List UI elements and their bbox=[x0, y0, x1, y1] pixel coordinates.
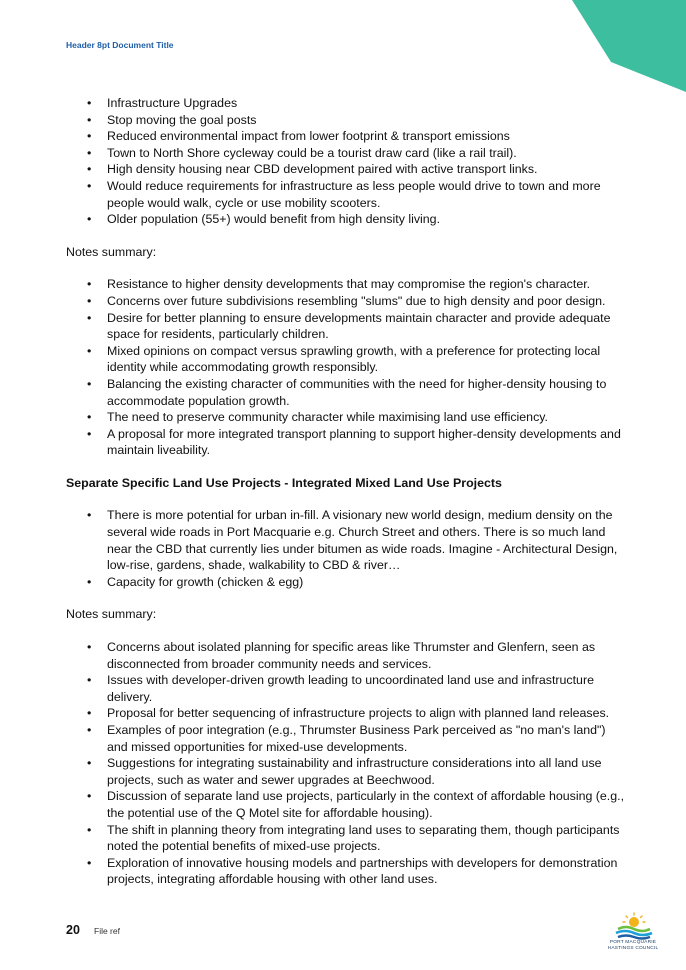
notes-summary-label: Notes summary: bbox=[66, 607, 157, 622]
list-item: • The shift in planning theory from integrating land uses to separating them, though participants noted the potential benefits of mixed-use projects. bbox=[66, 822, 626, 855]
notes-summary-label: Notes summary: bbox=[66, 244, 157, 259]
list-item: • There is more potential for urban in-fill. A visionary new world design, medium density on the several wide roads in Port Macquarie e.g. Church Street and others. There is so much land near the CBD that currently lies under bitumen as wide roads. Imagine - Architectural Design, low-rise, gardens, shade, walkability to CBD & river… bbox=[66, 507, 626, 573]
list-item: • Exploration of innovative housing models and partnerships with developers for demonstration projects, integrating affordable housing with other land uses. bbox=[66, 855, 626, 888]
list-item: • Reduced environmental impact from lower footprint & transport emissions bbox=[66, 128, 626, 145]
council-logo bbox=[604, 910, 664, 960]
header-document-title: Header 8pt Document Title bbox=[66, 40, 174, 50]
waves-icon bbox=[616, 927, 652, 939]
list-item: • Capacity for growth (chicken & egg) bbox=[66, 574, 626, 591]
header-corner-shape bbox=[566, 0, 686, 92]
list-item: • Would reduce requirements for infrastructure as less people would drive to town and more people would walk, cycle or use mobility scooters. bbox=[66, 178, 626, 211]
list-item: • Suggestions for integrating sustainability and infrastructure considerations into all land use projects, such as water and sewer upgrades at Beechwood. bbox=[66, 755, 626, 788]
land-use-list bbox=[66, 507, 626, 590]
logo-wordmark: PORT MACQUARIE HASTINGS COUNCIL bbox=[607, 940, 659, 951]
list-item: • Discussion of separate land use projects, particularly in the context of affordable housing (e.g., the potential use of the Q Motel site for affordable housing). bbox=[66, 788, 626, 821]
list-item: • Desire for better planning to ensure developments maintain character and provide adequate space for residents, particularly children. bbox=[66, 310, 626, 343]
list-item: • Mixed opinions on compact versus sprawling growth, with a preference for protecting local identity while accommodating growth responsibly. bbox=[66, 343, 626, 376]
list-item: • Examples of poor integration (e.g., Thrumster Business Park perceived as "no man's land") and missed opportunities for mixed-use developments. bbox=[66, 722, 626, 755]
list-item: • Resistance to higher density developments that may compromise the region's character. bbox=[66, 276, 626, 293]
list-item: • Infrastructure Upgrades bbox=[66, 95, 626, 112]
sun-icon bbox=[623, 913, 645, 927]
list-item: • High density housing near CBD development paired with active transport links. bbox=[66, 161, 626, 178]
section-heading: Separate Specific Land Use Projects - Integrated Mixed Land Use Projects bbox=[66, 475, 502, 490]
list-item: • Balancing the existing character of communities with the need for higher-density housing to accommodate population growth. bbox=[66, 376, 626, 409]
list-item: • Proposal for better sequencing of infrastructure projects to align with planned land releases. bbox=[66, 705, 626, 722]
list-item: • Stop moving the goal posts bbox=[66, 112, 626, 129]
list-item: • Town to North Shore cycleway could be a tourist draw card (like a rail trail). bbox=[66, 145, 626, 162]
list-item: • Issues with developer-driven growth leading to uncoordinated land use and infrastructure delivery. bbox=[66, 672, 626, 705]
notes-summary-list bbox=[66, 276, 626, 459]
page-number: 20 bbox=[66, 923, 80, 937]
file-ref: File ref bbox=[94, 926, 120, 936]
list-item: • The need to preserve community character while maximising land use efficiency. bbox=[66, 409, 626, 426]
notes-summary-list bbox=[66, 639, 626, 888]
list-item: • Concerns over future subdivisions resembling "slums" due to high density and poor design. bbox=[66, 293, 626, 310]
page-content bbox=[66, 95, 626, 888]
list-item: • A proposal for more integrated transport planning to support higher-density developments and maintain liveability. bbox=[66, 426, 626, 459]
benefits-list bbox=[66, 95, 626, 228]
list-item: • Older population (55+) would benefit from high density living. bbox=[66, 211, 626, 228]
list-item: • Concerns about isolated planning for specific areas like Thrumster and Glenfern, seen as disconnected from broader community needs and services. bbox=[66, 639, 626, 672]
